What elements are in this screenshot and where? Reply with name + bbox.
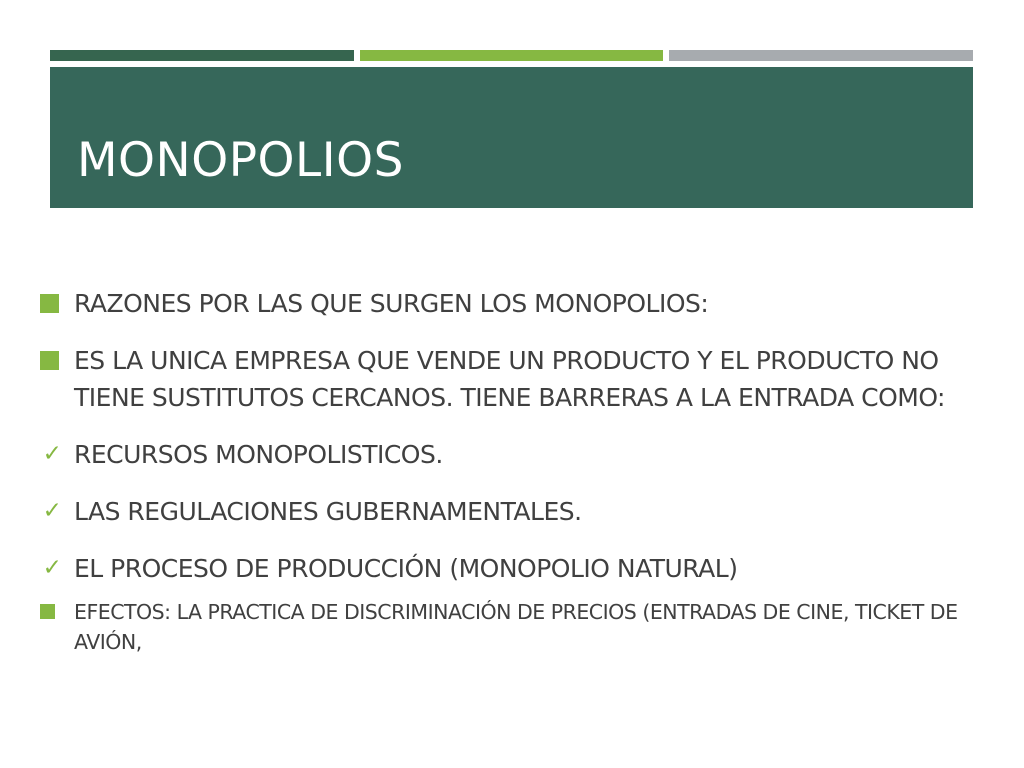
check-item <box>40 493 970 530</box>
slide-title: MONOPOLIOS <box>77 133 404 188</box>
check-item <box>40 550 970 587</box>
bullet-text: RAZONES POR LAS QUE SURGEN LOS MONOPOLIOS: <box>74 289 709 318</box>
accent-bar-gray <box>669 50 973 61</box>
square-bullet-icon <box>40 351 59 370</box>
bullet-text: EFECTOS: LA PRACTICA DE DISCRIMINACIÓN DE PRECIOS (ENTRADAS DE CINE, TICKET DE AVIÓN, <box>74 600 958 654</box>
bullet-item <box>40 597 970 657</box>
square-bullet-icon <box>40 604 55 619</box>
checkmark-icon: ✓ <box>42 441 62 467</box>
check-text: LAS REGULACIONES GUBERNAMENTALES. <box>74 497 582 526</box>
title-band <box>50 67 973 208</box>
check-text: EL PROCESO DE PRODUCCIÓN (MONOPOLIO NATURAL) <box>74 554 738 583</box>
bullet-list <box>40 285 970 657</box>
check-text: RECURSOS MONOPOLISTICOS. <box>74 440 443 469</box>
bullet-item <box>40 342 970 416</box>
checkmark-icon: ✓ <box>42 555 62 581</box>
checkmark-icon: ✓ <box>42 498 62 524</box>
bullet-item <box>40 285 970 322</box>
accent-bar-dark <box>50 50 354 61</box>
accent-bar-green <box>360 50 663 61</box>
square-bullet-icon <box>40 294 59 313</box>
bullet-text: ES LA UNICA EMPRESA QUE VENDE UN PRODUCTO Y EL PRODUCTO NO TIENE SUSTITUTOS CERCANOS. TIENE BARRERAS A LA ENTRADA COMO: <box>74 346 945 412</box>
check-item <box>40 436 970 473</box>
